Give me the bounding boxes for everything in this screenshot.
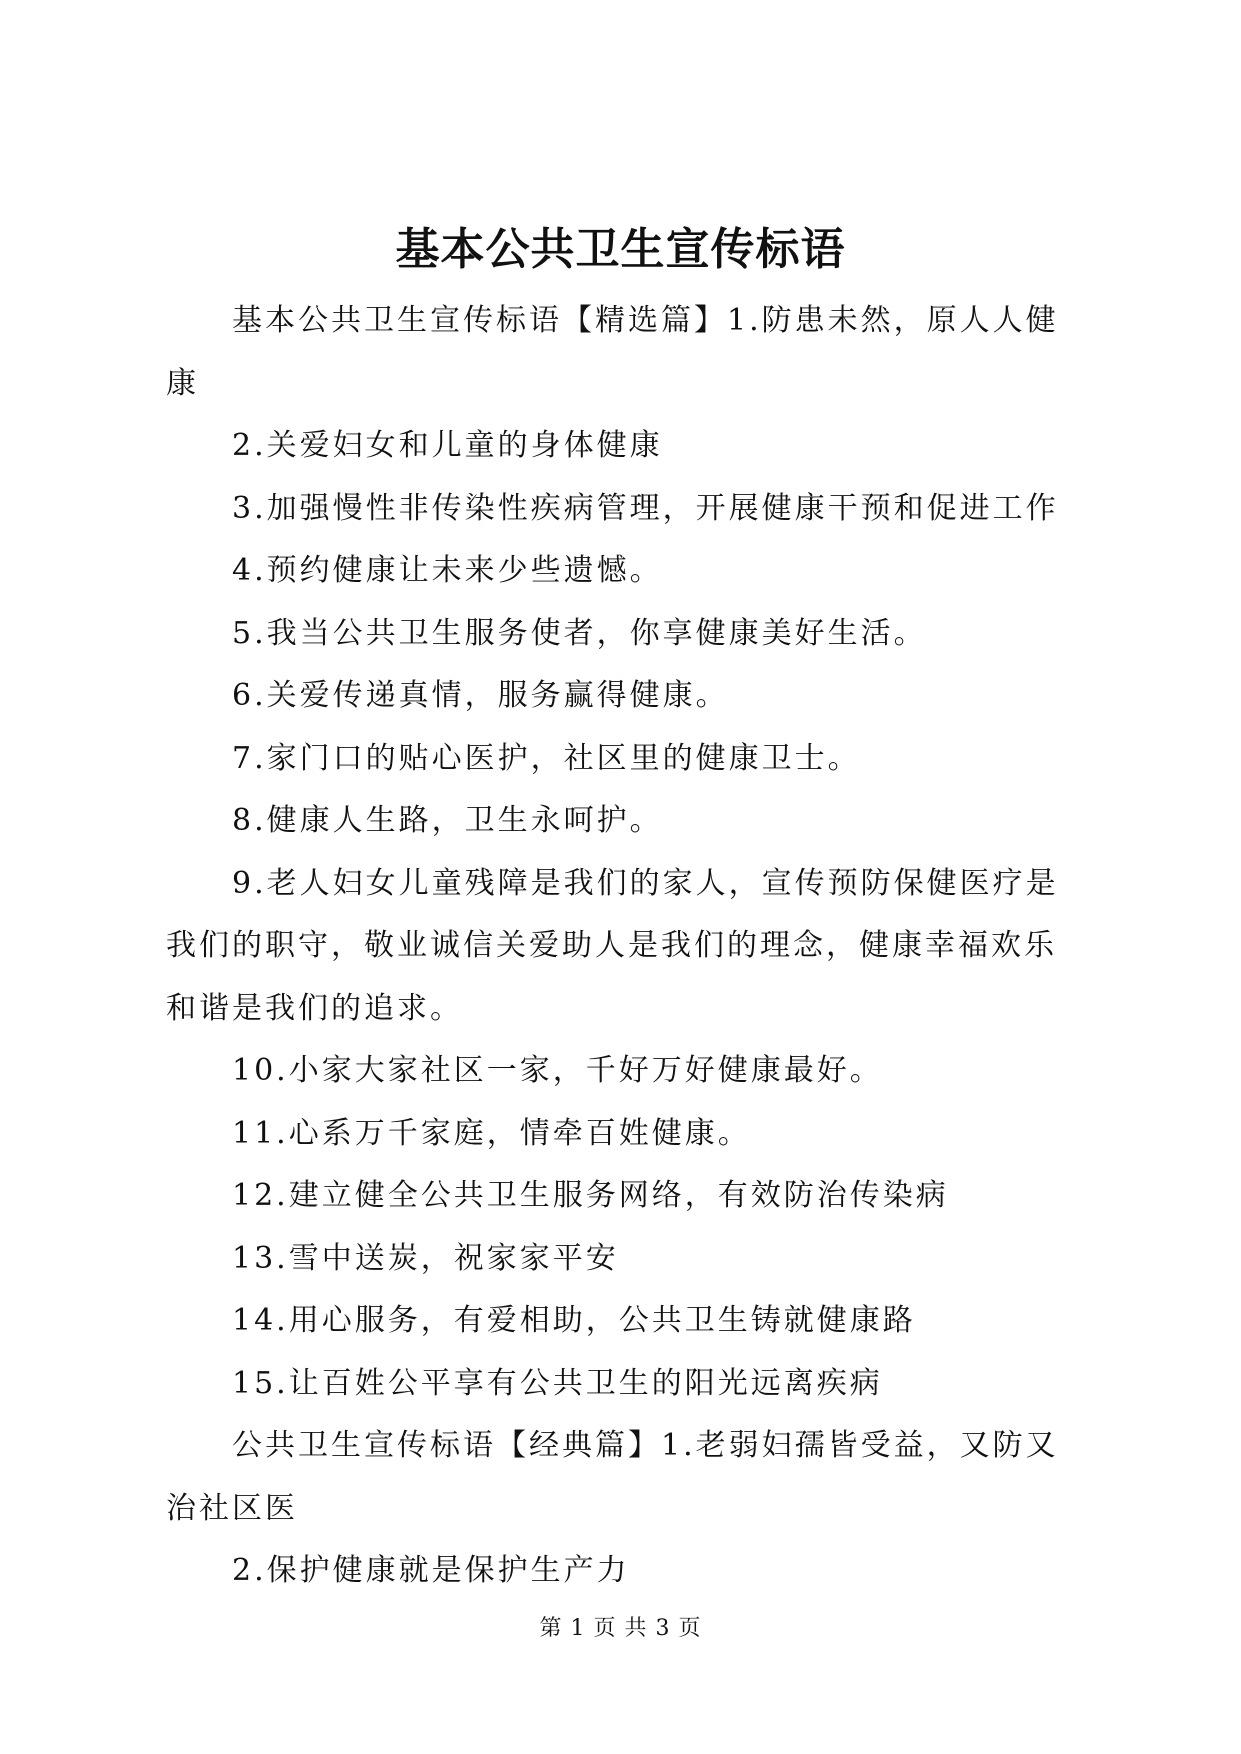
paragraph: 15.让百姓公平享有公共卫生的阳光远离疾病 [232,1365,883,1401]
document-body [166,290,1081,1603]
page-footer: 第 1 页 共 3 页 [539,1616,702,1641]
paragraph: 11.心系万千家庭，情牵百姓健康。 [232,1115,751,1151]
paragraph: 10.小家大家社区一家，千好万好健康最好。 [232,1053,883,1088]
paragraph: 14.用心服务，有爱相助，公共卫生铸就健康路 [232,1303,916,1338]
document-title: 基本公共卫生宣传标语 [395,224,846,275]
paragraph: 2.关爱妇女和儿童的身体健康 [232,428,663,463]
paragraph: 4.预约健康让未来少些遗憾。 [232,553,663,588]
paragraph: 5.我当公共卫生服务使者，你享健康美好生活。 [232,615,927,651]
paragraph: 2.保护健康就是保护生产力 [232,1553,630,1588]
paragraph: 9.老人妇女儿童残障是我们的家人，宣传预防保健医疗是我们的职守，敬业诚信关爱助人是我们的理念，健康幸福欢乐和谐是我们的追求。 [166,865,1059,1026]
paragraph: 8.健康人生路，卫生永呵护。 [232,803,663,838]
paragraph: 12.建立健全公共卫生服务网络，有效防治传染病 [232,1178,949,1213]
paragraph: 3.加强慢性非传染性疾病管理，开展健康干预和促进工作 [232,490,1059,526]
paragraph: 基本公共卫生宣传标语【精选篇】1.防患未然，原人人健康 [166,303,1059,401]
paragraph: 公共卫生宣传标语【经典篇】1.老弱妇孺皆受益，又防又治社区医 [166,1428,1059,1526]
paragraph: 7.家门口的贴心医护，社区里的健康卫士。 [232,740,861,776]
paragraph: 6.关爱传递真情，服务赢得健康。 [232,678,729,713]
paragraph: 13.雪中送炭，祝家家平安 [232,1240,619,1276]
